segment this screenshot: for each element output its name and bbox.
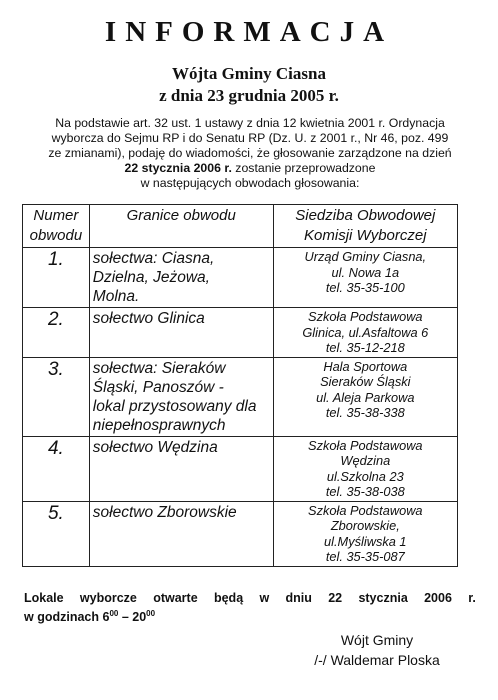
district-boundaries <box>89 501 273 566</box>
boundary-line: sołectwo Wędzina <box>92 438 218 456</box>
opening-hours-notice <box>24 590 476 625</box>
notice-word: r. <box>468 591 476 605</box>
seat-line: Glinica, ul.Asfaltowa 6 <box>302 324 429 340</box>
seat-line: ul.Myśliwska 1 <box>324 533 407 549</box>
intro-line: w następujących obwodach głosowania: <box>140 176 360 190</box>
subtitle-date: z dnia 23 grudnia 2005 r. <box>159 86 339 105</box>
seat-line: tel. 35-38-038 <box>325 484 405 499</box>
election-date: 22 stycznia 2006 r. <box>124 161 232 175</box>
boundary-line: sołectwo Zborowskie <box>92 503 237 521</box>
table-row <box>23 308 458 358</box>
boundary-line: lokal przystosowany dla <box>92 397 257 415</box>
table-row <box>23 436 458 501</box>
seat-line: Szkoła Podstawowa <box>308 502 423 518</box>
boundary-line: Śląski, Panoszów - <box>92 378 224 396</box>
opening-days-line <box>24 590 476 606</box>
notice-word: w <box>259 591 270 605</box>
district-number: 3. <box>23 357 90 436</box>
table-row <box>23 501 458 566</box>
intro-line-rest: zostanie przeprowadzone <box>231 161 376 175</box>
notice-word: dniu <box>285 591 312 605</box>
seat-line: ul. Aleja Parkowa <box>316 389 415 405</box>
intro-line: ze zmianami), podaję do wiadomości, że głosowanie zarządzone na dzień <box>48 146 452 160</box>
commission-seat <box>273 357 457 436</box>
document-title: INFORMACJA <box>104 16 394 48</box>
boundary-line: sołectwa: Sieraków <box>92 359 226 377</box>
district-boundaries <box>89 248 273 308</box>
header-boundaries-label: Granice obwodu <box>126 207 236 224</box>
district-boundaries <box>89 436 273 501</box>
notice-word: będą <box>213 591 244 605</box>
seat-line: Szkoła Podstawowa <box>308 437 423 453</box>
seat-line: tel. 35-35-100 <box>325 280 405 295</box>
seat-line: Szkoła Podstawowa <box>308 309 423 324</box>
seat-line: Urząd Gminy Ciasna, <box>304 249 427 264</box>
boundary-line: Molna. <box>92 288 140 305</box>
seat-line: ul. Nowa 1a <box>331 264 400 280</box>
commission-seat <box>273 436 457 501</box>
header-seat <box>273 205 457 248</box>
opening-hours-line <box>24 606 476 625</box>
hours-to: – 20 <box>118 610 147 624</box>
header-number <box>23 205 90 248</box>
table-row <box>23 357 458 436</box>
notice-word: otwarte <box>153 591 198 605</box>
intro-line: wyborcza do Sejmu RP i do Senatu RP (Dz. U. z 2001 r., Nr 46, poz. 499 <box>51 131 449 145</box>
intro-paragraph <box>28 116 472 191</box>
district-number: 2. <box>23 308 90 358</box>
header-number-line2: obwodu <box>29 227 83 244</box>
seat-line: tel. 35-38-338 <box>325 405 405 420</box>
district-number: 1. <box>23 248 90 308</box>
header-seat-line1: Siedziba Obwodowej <box>295 207 436 224</box>
notice-word: Lokale <box>24 591 64 605</box>
header-number-line1: Numer <box>33 207 79 224</box>
seat-line: Wędzina <box>340 453 391 468</box>
seat-line: Hala Sportowa <box>323 358 408 374</box>
seat-line: ul.Szkolna 23 <box>326 468 404 484</box>
district-number: 5. <box>23 501 90 566</box>
table-row <box>23 248 458 308</box>
district-boundaries <box>89 357 273 436</box>
notice-word: stycznia <box>358 591 408 605</box>
seat-line: tel. 35-35-087 <box>325 549 405 564</box>
hours-to-minutes: 00 <box>146 609 156 618</box>
boundary-line: niepełnosprawnych <box>92 416 226 434</box>
polling-districts-table <box>22 204 458 567</box>
header-seat-line2: Komisji Wyborczej <box>304 227 427 244</box>
commission-seat <box>273 308 457 358</box>
hours-prefix: w godzinach 6 <box>24 610 110 624</box>
seat-line: tel. 35-12-218 <box>325 340 405 355</box>
seat-line: Sieraków Śląski <box>320 374 411 389</box>
district-number: 4. <box>23 436 90 501</box>
table-header-row <box>23 205 458 248</box>
header-boundaries <box>89 205 273 248</box>
boundary-line: sołectwa: Ciasna, <box>92 250 215 267</box>
signature-name: /-/ Waldemar Ploska <box>314 652 440 668</box>
boundary-line: sołectwo Glinica <box>92 310 205 327</box>
notice-word: 2006 <box>424 591 452 605</box>
commission-seat <box>273 248 457 308</box>
hours-from-minutes: 00 <box>109 609 119 618</box>
subtitle-issuer: Wójta Gminy Ciasna <box>172 64 326 83</box>
boundary-line: Dzielna, Jeżowa, <box>92 269 210 286</box>
seat-line: Zborowskie, <box>330 518 400 533</box>
district-boundaries <box>89 308 273 358</box>
notice-word: 22 <box>328 591 343 605</box>
intro-line <box>28 161 472 176</box>
signature-role: Wójt Gminy <box>340 632 414 648</box>
commission-seat <box>273 501 457 566</box>
notice-word: wyborcze <box>79 591 137 605</box>
intro-line: Na podstawie art. 32 ust. 1 ustawy z dnia 12 kwietnia 2001 r. Ordynacja <box>55 116 445 130</box>
